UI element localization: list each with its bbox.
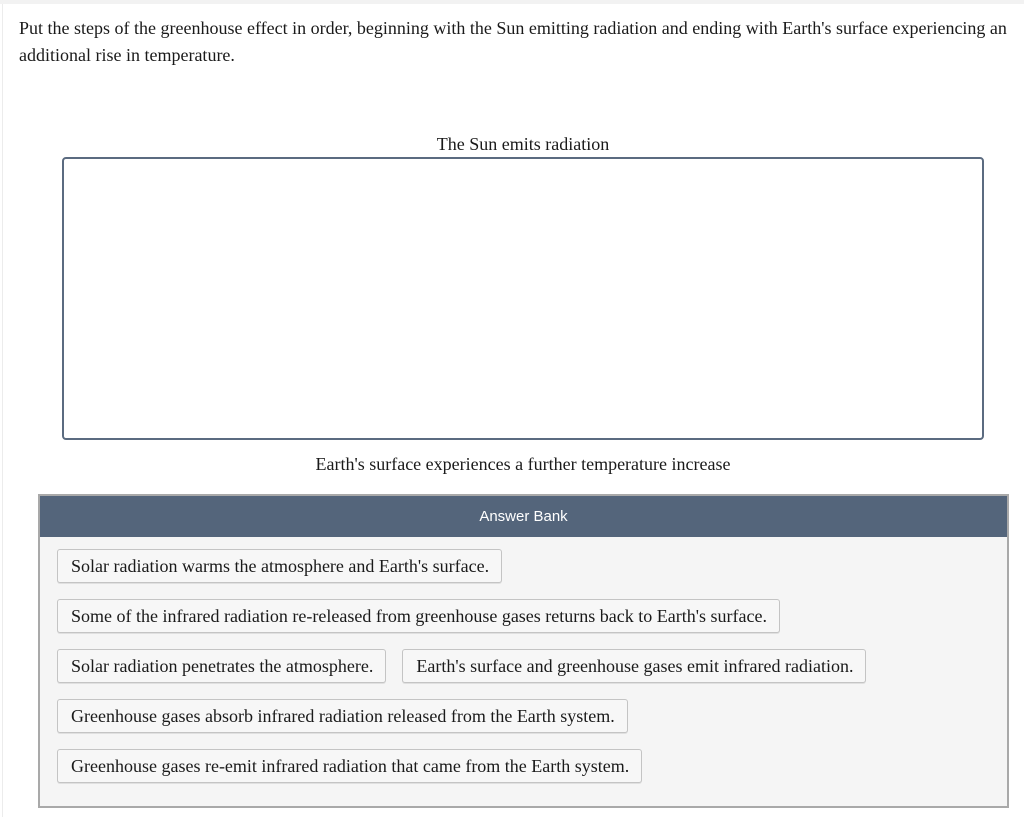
answer-bank-row [57,749,1007,783]
sequence-start-label: The Sun emits radiation [436,134,610,154]
question-text: Put the steps of the greenhouse effect in order, beginning with the Sun emitting radiation and ending with Earth's surface experiencing an additional rise in temperature. [19,18,1007,65]
answer-chip-solar-warms[interactable]: Solar radiation warms the atmosphere and Earth's surface. [57,549,502,583]
answer-chip-gases-reemit[interactable]: Greenhouse gases re-emit infrared radiation that came from the Earth system. [57,749,642,783]
answer-chip-ir-returns[interactable]: Some of the infrared radiation re-released from greenhouse gases returns back to Earth's surface. [57,599,780,633]
answer-chip-gases-absorb[interactable]: Greenhouse gases absorb infrared radiation released from the Earth system. [57,699,628,733]
answer-bank-row [57,699,1007,733]
answer-bank-row [57,599,1007,633]
answer-bank-row [57,549,1007,583]
answer-bank-title: Answer Bank [40,496,1007,537]
answer-chip-solar-penetrates[interactable]: Solar radiation penetrates the atmosphere. [57,649,386,683]
answer-chip-surface-emits-ir[interactable]: Earth's surface and greenhouse gases emit infrared radiation. [402,649,866,683]
answer-bank-items [40,537,1007,783]
ordering-drop-zone[interactable] [62,157,984,440]
top-strip [0,0,1024,4]
answer-bank [38,494,1009,808]
left-rule [2,4,3,817]
answer-bank-row [57,649,1007,683]
sequence-end-label: Earth's surface experiences a further temperature increase [315,454,731,474]
